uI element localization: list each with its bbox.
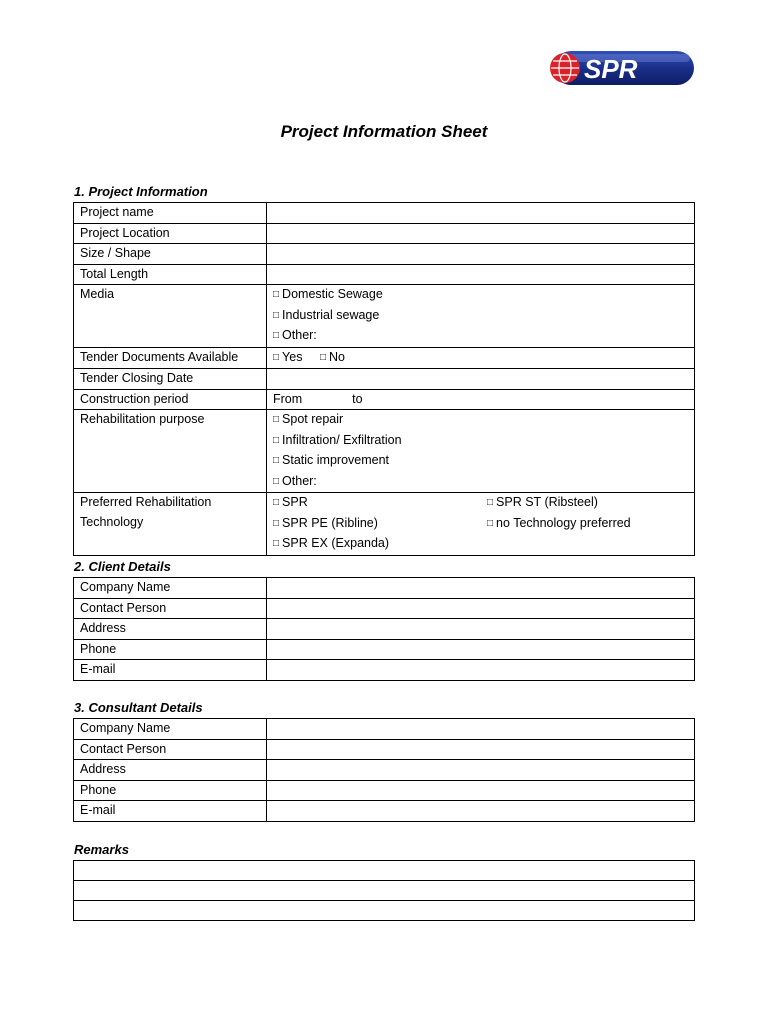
from-label: From	[273, 391, 303, 406]
checkbox-icon[interactable]: □	[273, 538, 280, 549]
label-client-email: E-mail	[74, 660, 267, 681]
table-row	[74, 285, 695, 348]
table-row	[74, 244, 695, 265]
label-total-length: Total Length	[74, 264, 267, 285]
consultant-details-table	[73, 718, 695, 822]
tech-option-spr[interactable]: □ SPR	[273, 495, 308, 509]
tech-option-spr-pe[interactable]: □ SPR PE (Ribline)	[273, 515, 378, 530]
checkbox-icon[interactable]: □	[273, 414, 280, 425]
tender-option-no[interactable]: □ No	[319, 349, 345, 364]
label-client-company-name: Company Name	[74, 578, 267, 599]
checkbox-icon[interactable]: □	[487, 517, 494, 529]
label-client-address: Address	[74, 619, 267, 640]
remarks-line	[74, 861, 695, 881]
remarks-line	[74, 881, 695, 901]
total-length-field[interactable]	[267, 264, 695, 285]
page-title: Project Information Sheet	[280, 122, 488, 141]
label-consultant-contact-person: Contact Person	[74, 739, 267, 760]
remarks-field[interactable]	[74, 901, 695, 921]
tech-option-spr-st[interactable]: □ SPR ST (Ribsteel)	[487, 495, 598, 509]
label-client-phone: Phone	[74, 639, 267, 660]
table-row	[74, 578, 695, 599]
to-label: to	[352, 391, 363, 406]
checkbox-icon[interactable]: □	[273, 497, 280, 508]
section-heading-client-details: 2. Client Details	[74, 559, 171, 574]
client-details-table	[73, 577, 695, 681]
checkbox-icon[interactable]: □	[487, 497, 494, 508]
table-row	[74, 223, 695, 244]
label-consultant-phone: Phone	[74, 780, 267, 801]
tech-option-spr-ex[interactable]: □ SPR EX (Expanda)	[273, 536, 390, 550]
checkbox-icon[interactable]: □	[273, 455, 280, 466]
tender-closing-field[interactable]	[267, 369, 695, 390]
consultant-email-field[interactable]	[267, 801, 695, 822]
construction-period-field[interactable]	[267, 389, 695, 410]
technology-options	[267, 493, 695, 556]
table-row	[74, 369, 695, 390]
media-option-other[interactable]: □ Other:	[273, 328, 317, 342]
label-client-contact-person: Contact Person	[74, 598, 267, 619]
table-row	[74, 410, 695, 493]
checkbox-icon[interactable]: □	[273, 475, 280, 487]
purpose-options	[267, 410, 695, 493]
project-name-field[interactable]	[267, 203, 695, 224]
label-project-location: Project Location	[74, 223, 267, 244]
table-row	[74, 203, 695, 224]
label-consultant-email: E-mail	[74, 801, 267, 822]
remarks-field[interactable]	[74, 861, 695, 881]
label-preferred-technology: Preferred Rehabilitation Technology	[74, 493, 267, 556]
project-location-field[interactable]	[267, 223, 695, 244]
project-information-table	[73, 202, 695, 556]
checkbox-icon[interactable]: □	[273, 434, 280, 446]
tech-option-none[interactable]: □ no Technology preferred	[487, 515, 631, 530]
tender-options	[267, 347, 695, 369]
label-media: Media	[74, 285, 267, 348]
tender-option-yes[interactable]: □ Yes	[273, 349, 303, 364]
consultant-contact-person-field[interactable]	[267, 739, 695, 760]
label-tender-documents: Tender Documents Available	[74, 347, 267, 369]
client-company-name-field[interactable]	[267, 578, 695, 599]
size-shape-field[interactable]	[267, 244, 695, 265]
checkbox-icon[interactable]: □	[273, 517, 280, 529]
table-row	[74, 598, 695, 619]
checkbox-icon[interactable]: □	[273, 351, 280, 363]
client-phone-field[interactable]	[267, 639, 695, 660]
label-consultant-company-name: Company Name	[74, 719, 267, 740]
remarks-table	[73, 860, 695, 921]
purpose-option-spot-repair[interactable]: □ Spot repair	[273, 412, 344, 426]
table-row	[74, 760, 695, 781]
client-email-field[interactable]	[267, 660, 695, 681]
spr-logo	[548, 50, 695, 86]
label-tender-closing: Tender Closing Date	[74, 369, 267, 390]
consultant-address-field[interactable]	[267, 760, 695, 781]
label-project-name: Project name	[74, 203, 267, 224]
table-row	[74, 719, 695, 740]
section-heading-remarks: Remarks	[74, 842, 129, 857]
table-row	[74, 801, 695, 822]
media-options	[267, 285, 695, 348]
media-option-industrial[interactable]: □ Industrial sewage	[273, 307, 380, 322]
table-row	[74, 389, 695, 410]
logo-text: SPR	[584, 54, 638, 84]
table-row	[74, 660, 695, 681]
table-row	[74, 493, 695, 556]
checkbox-icon[interactable]: □	[273, 289, 280, 300]
label-size-shape: Size / Shape	[74, 244, 267, 265]
media-option-domestic[interactable]: □ Domestic Sewage	[273, 287, 383, 301]
consultant-phone-field[interactable]	[267, 780, 695, 801]
purpose-option-other[interactable]: □ Other:	[273, 473, 317, 488]
purpose-option-infiltration[interactable]: □ Infiltration/ Exfiltration	[273, 432, 402, 447]
label-rehabilitation-purpose: Rehabilitation purpose	[74, 410, 267, 493]
consultant-company-name-field[interactable]	[267, 719, 695, 740]
purpose-option-static[interactable]: □ Static improvement	[273, 453, 390, 467]
label-consultant-address: Address	[74, 760, 267, 781]
table-row	[74, 619, 695, 640]
remarks-line	[74, 901, 695, 921]
table-row	[74, 347, 695, 369]
client-address-field[interactable]	[267, 619, 695, 640]
section-heading-consultant-details: 3. Consultant Details	[74, 700, 203, 715]
checkbox-icon[interactable]: □	[273, 330, 280, 341]
checkbox-icon[interactable]: □	[273, 309, 280, 321]
remarks-field[interactable]	[74, 881, 695, 901]
table-row	[74, 739, 695, 760]
section-heading-project-information: 1. Project Information	[74, 184, 208, 199]
table-row	[74, 780, 695, 801]
checkbox-icon[interactable]: □	[319, 351, 326, 363]
label-construction-period: Construction period	[74, 389, 267, 410]
table-row	[74, 264, 695, 285]
table-row	[74, 639, 695, 660]
client-contact-person-field[interactable]	[267, 598, 695, 619]
